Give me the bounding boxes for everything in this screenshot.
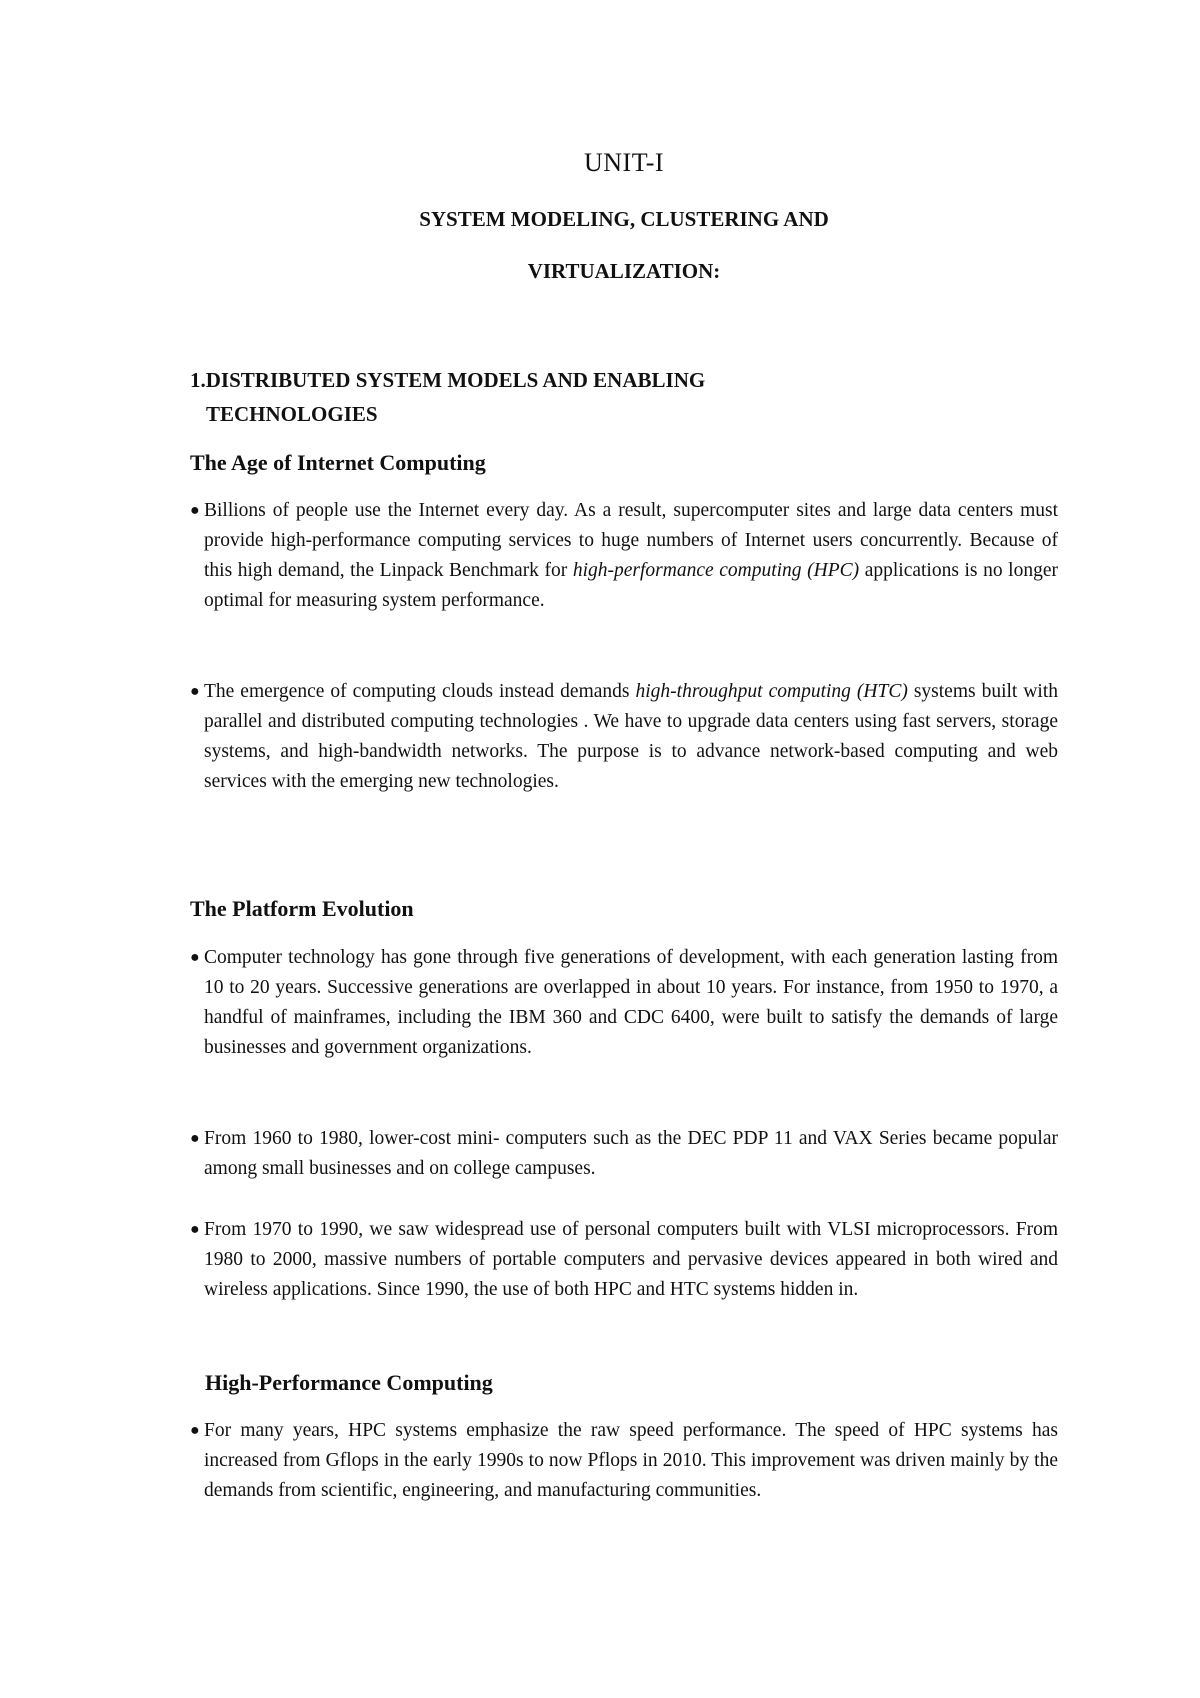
- list-item: [190, 677, 1058, 797]
- list-item: [190, 1124, 1058, 1184]
- main-title-line-2: VIRTUALIZATION:: [527, 259, 721, 283]
- list-item: [190, 1215, 1058, 1305]
- section-heading-line-2: TECHNOLOGIES: [206, 402, 378, 426]
- main-title-line-1: SYSTEM MODELING, CLUSTERING AND: [419, 207, 829, 231]
- bullet-icon: ●: [190, 1422, 200, 1439]
- bullet-text: Billions of people use the Internet every day. As a result, supercomputer sites and large data centers must provide high-performance computing services to huge numbers of Internet users concurrently. Because of this high demand, the Linpack Benchmark for high-performance computing (HPC) applications is no longer optimal for measuring system performance.: [204, 500, 1058, 611]
- bullet-text: From 1970 to 1990, we saw widespread use of personal computers built with VLSI microprocessors. From 1980 to 2000, massive numbers of portable computers and pervasive devices appeared in both wired and wireless applications. Since 1990, the use of both HPC and HTC systems hidden in.: [204, 1219, 1058, 1300]
- bullet-icon: ●: [190, 1130, 200, 1147]
- subheading-platform-evolution: The Platform Evolution: [190, 896, 414, 921]
- unit-title: UNIT-I: [583, 148, 665, 177]
- subheading-high-performance-computing: High-Performance Computing: [205, 1370, 493, 1395]
- list-item: [190, 1416, 1058, 1506]
- bullet-icon: ●: [190, 1221, 200, 1238]
- section-heading: [190, 363, 705, 431]
- bullet-icon: ●: [190, 949, 200, 966]
- bullet-text: For many years, HPC systems emphasize the raw speed performance. The speed of HPC systems has increased from Gflops in the early 1990s to now Pflops in 2010. This improvement was driven mainly by the demands from scientific, engineering, and manufacturing communities.: [204, 1420, 1058, 1501]
- bullet-text: Computer technology has gone through five generations of development, with each generation lasting from 10 to 20 years. Successive generations are overlapped in about 10 years. For instance, from 1950 to 1970, a handful of mainframes, including the IBM 360 and CDC 6400, were built to satisfy the demands of large businesses and government organizations.: [204, 947, 1058, 1058]
- bullet-text: From 1960 to 1980, lower-cost mini- computers such as the DEC PDP 11 and VAX Series became popular among small businesses and on college campuses.: [204, 1128, 1058, 1179]
- bullet-icon: ●: [190, 502, 200, 519]
- section-heading-line-1: 1.DISTRIBUTED SYSTEM MODELS AND ENABLING: [190, 368, 706, 392]
- subheading-age-of-internet-computing: The Age of Internet Computing: [190, 450, 486, 475]
- list-item: [190, 943, 1058, 1063]
- bullet-text: The emergence of computing clouds instead demands high-throughput computing (HTC) systems built with parallel and distributed computing technologies . We have to upgrade data centers using fast servers, storage systems, and high-bandwidth networks. The purpose is to advance network-based computing and web services with the emerging new technologies.: [204, 681, 1059, 792]
- bullet-icon: ●: [190, 683, 200, 700]
- list-item: [190, 496, 1058, 616]
